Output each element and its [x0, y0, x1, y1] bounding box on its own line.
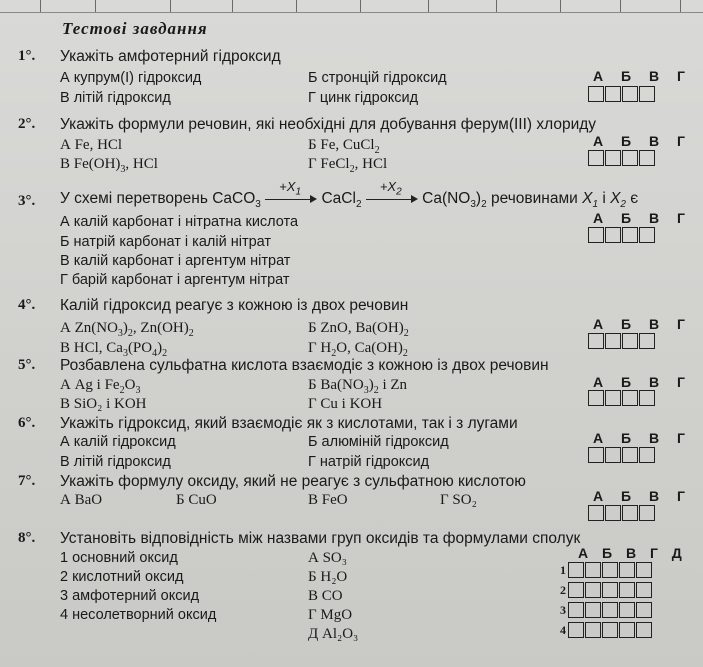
grid-row-label: 3: [560, 602, 566, 617]
q4-option-a: А $Zn(NO_3)_2$, $Zn(OH)_2$: [60, 320, 194, 339]
q1-option-b: Б стронцій гідроксид: [308, 70, 447, 86]
q6-option-v: В літій гідроксид: [60, 454, 171, 470]
q6-answer-header: А Б В Г: [593, 430, 692, 446]
q1-answer-header: А Б В Г: [593, 68, 692, 84]
q8-answer-header: А Б В Г Д: [578, 545, 687, 561]
q2-option-a: А Fe, HCl: [60, 137, 123, 153]
q4-option-v: В HCl, $Ca_3(PO_4)_2$: [60, 340, 168, 359]
q6-option-g: Г натрій гідроксид: [308, 454, 430, 470]
question-7-text: Укажіть формулу оксиду, який не реагує з сульфатною кислотою: [60, 473, 526, 490]
reaction-arrow-1: $+X_1$: [265, 193, 317, 205]
grid-row: [556, 582, 653, 598]
grid-row-label: 1: [560, 562, 566, 577]
q5-option-b: Б $Ba(NO_3)_2$ і Zn: [308, 377, 408, 396]
answer-box[interactable]: [639, 227, 655, 243]
q8-left-3: 3 амфотерний оксид: [60, 588, 200, 604]
answer-box[interactable]: [568, 602, 584, 618]
q5-option-g: Г Cu і KOH: [308, 396, 383, 412]
grid-row-label: 2: [560, 582, 566, 597]
q8-left-2: 2 кислотний оксид: [60, 569, 184, 585]
grid-row-label: 4: [560, 622, 566, 637]
answer-box[interactable]: [585, 622, 601, 638]
q8-answer-grid: [556, 562, 653, 638]
question-7-number: 7°.: [18, 473, 36, 489]
q8-right-a: А SO₃: [308, 550, 347, 566]
answer-box[interactable]: [585, 602, 601, 618]
answer-box[interactable]: [568, 622, 584, 638]
question-4-text: Калій гідроксид реагує з кожною із двох речовин: [60, 297, 409, 314]
q3-option-b: Б натрій карбонат і калій нітрат: [60, 234, 272, 250]
grid-row: [556, 622, 653, 638]
question-6-text: Укажіть гідроксид, який взаємодіє як з кислотами, так і з лугами: [60, 415, 518, 432]
answer-box[interactable]: [588, 227, 604, 243]
q1-option-v: В літій гідроксид: [60, 90, 171, 106]
answer-box[interactable]: [588, 333, 604, 349]
q2-answer-boxes: [588, 150, 656, 166]
q3-option-v: В калій карбонат і аргентум нітрат: [60, 253, 291, 269]
q2-answer-header: А Б В Г: [593, 133, 692, 149]
q7-option-v: В FeO: [308, 492, 348, 508]
question-6-number: 6°.: [18, 415, 36, 431]
answer-box[interactable]: [639, 86, 655, 102]
answer-box[interactable]: [605, 150, 621, 166]
q5-option-v: В SiO₂ і KOH: [60, 396, 147, 412]
answer-box[interactable]: [636, 602, 652, 618]
question-3-number: 3°.: [18, 193, 36, 209]
q8-right-g: Г MgO: [308, 607, 353, 623]
answer-box[interactable]: [588, 447, 604, 463]
answer-box[interactable]: [636, 582, 652, 598]
answer-box[interactable]: [602, 602, 618, 618]
reaction-arrow-2: $+X_2$: [366, 193, 418, 205]
q2-option-g: Г FeCl$_2$, HCl: [308, 156, 388, 175]
q8-left-1: 1 основний оксид: [60, 550, 178, 566]
grid-row: [556, 562, 653, 578]
answer-box[interactable]: [602, 562, 618, 578]
q3-answer-boxes: [588, 227, 656, 243]
q1-option-a: А купрум(І) гідроксид: [60, 70, 202, 86]
q7-answer-header: А Б В Г: [593, 488, 692, 504]
q6-option-a: А калій гідроксид: [60, 434, 176, 450]
q8-right-v: В CO: [308, 588, 343, 604]
q8-left-4: 4 несолетворний оксид: [60, 607, 217, 623]
q3-option-g: Г барій карбонат і аргентум нітрат: [60, 272, 290, 288]
answer-box[interactable]: [636, 562, 652, 578]
q4-option-b: Б ZnO, $Ba(OH)_2$: [308, 320, 409, 339]
q3-answer-header: А Б В Г: [593, 210, 692, 226]
page-title: Тестові завдання: [62, 19, 208, 38]
table-top-edge: [0, 0, 703, 14]
answer-box[interactable]: [639, 333, 655, 349]
q5-answer-header: А Б В Г: [593, 374, 692, 390]
question-3-text: У схемі перетворень CaCO$_3$ $+X_1$ CaCl$_2$ $+X_2$ $Ca(NO_3)_2$ речовинами $X_1$ і $X_2$ є: [60, 178, 639, 211]
q2-option-v: В $Fe(OH)_3$, HCl: [60, 156, 158, 175]
answer-box[interactable]: [622, 505, 638, 521]
answer-box[interactable]: [622, 447, 638, 463]
question-5-text: Розбавлена сульфатна кислота взаємодіє з кожною із двох речовин: [60, 357, 549, 374]
grid-row: [556, 602, 653, 618]
answer-box[interactable]: [619, 622, 635, 638]
question-2-number: 2°.: [18, 116, 36, 132]
answer-box[interactable]: [622, 333, 638, 349]
answer-box[interactable]: [588, 505, 604, 521]
q8-right-d: Д Al₂O₃: [308, 626, 359, 642]
answer-box[interactable]: [602, 622, 618, 638]
answer-box[interactable]: [639, 390, 655, 406]
answer-box[interactable]: [602, 582, 618, 598]
answer-box[interactable]: [605, 390, 621, 406]
answer-box[interactable]: [619, 602, 635, 618]
answer-box[interactable]: [605, 447, 621, 463]
answer-box[interactable]: [622, 227, 638, 243]
q7-answer-boxes: [588, 505, 656, 521]
answer-box[interactable]: [605, 227, 621, 243]
answer-box[interactable]: [605, 86, 621, 102]
answer-box[interactable]: [639, 447, 655, 463]
answer-box[interactable]: [619, 582, 635, 598]
q1-answer-boxes: [588, 86, 656, 102]
answer-box[interactable]: [585, 562, 601, 578]
question-4-number: 4°.: [18, 297, 36, 313]
q4-option-g: Г $H_2O$, $Ca(OH)_2$: [308, 340, 408, 359]
q8-right-b: Б H₂O: [308, 569, 348, 585]
answer-box[interactable]: [605, 333, 621, 349]
q7-option-b: Б CuO: [176, 492, 217, 508]
answer-box[interactable]: [619, 562, 635, 578]
answer-box[interactable]: [568, 562, 584, 578]
question-2-text: Укажіть формули речовин, які необхідні для добування ферум(ІІІ) хлориду: [60, 116, 597, 133]
q7-option-a: А BaO: [60, 492, 103, 508]
q5-option-a: А Ag і $Fe_2O_3$: [60, 377, 141, 396]
q6-option-b: Б алюміній гідроксид: [308, 434, 449, 450]
answer-box[interactable]: [588, 86, 604, 102]
answer-box[interactable]: [622, 150, 638, 166]
q2-option-b: Б Fe, CuCl$_2$: [308, 137, 380, 156]
answer-box[interactable]: [639, 505, 655, 521]
answer-box[interactable]: [636, 622, 652, 638]
answer-box[interactable]: [568, 582, 584, 598]
q4-answer-header: А Б В Г: [593, 316, 692, 332]
question-1-text: Укажіть амфотерний гідроксид: [60, 48, 281, 65]
q6-answer-boxes: [588, 447, 656, 463]
q5-answer-boxes: [588, 390, 656, 406]
q7-option-g: Г SO₂: [440, 492, 477, 508]
answer-box[interactable]: [605, 505, 621, 521]
question-1-number: 1°.: [18, 48, 36, 64]
answer-box[interactable]: [588, 150, 604, 166]
answer-box[interactable]: [622, 86, 638, 102]
q4-answer-boxes: [588, 333, 656, 349]
question-8-number: 8°.: [18, 530, 36, 546]
question-8-text: Установіть відповідність між назвами груп оксидів та формулами сполук: [60, 530, 581, 547]
q1-option-g: Г цинк гідроксид: [308, 90, 419, 106]
question-5-number: 5°.: [18, 357, 36, 373]
q3-option-a: А калій карбонат і нітратна кислота: [60, 214, 299, 230]
answer-box[interactable]: [588, 390, 604, 406]
answer-box[interactable]: [639, 150, 655, 166]
answer-box[interactable]: [622, 390, 638, 406]
answer-box[interactable]: [585, 582, 601, 598]
